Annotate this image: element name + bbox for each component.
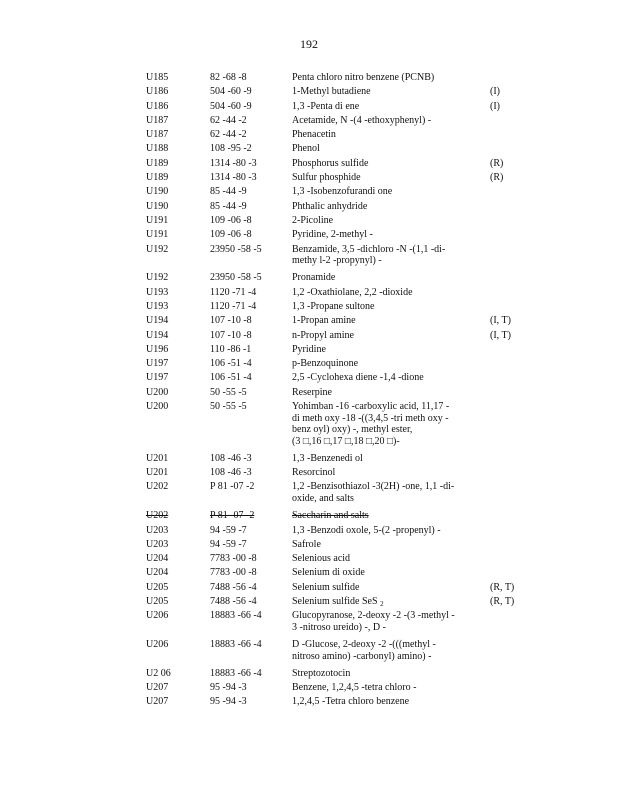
cas-number: 106 -51 -4 xyxy=(210,358,252,370)
waste-code: U207 xyxy=(146,696,169,708)
table-row xyxy=(0,272,618,286)
table-row xyxy=(0,525,618,539)
substance-name xyxy=(292,344,484,356)
substance-name xyxy=(292,610,484,633)
substance-name xyxy=(292,553,484,565)
substance-name xyxy=(292,129,484,141)
substance-name-line: oxide, and salts xyxy=(292,492,354,504)
substance-name xyxy=(292,510,484,522)
substance-name xyxy=(292,101,484,113)
cas-number: 108 -46 -3 xyxy=(210,452,252,464)
table-row xyxy=(0,358,618,372)
cas-number: 110 -86 -1 xyxy=(210,343,252,355)
table-row xyxy=(0,510,618,524)
waste-code: U193 xyxy=(146,286,169,298)
hazard-code: (R, T) xyxy=(490,596,515,607)
substance-name xyxy=(292,215,484,227)
cas-number: 1120 -71 -4 xyxy=(210,286,257,298)
table-row xyxy=(0,72,618,86)
substance-name-line: Selenium di oxide xyxy=(292,567,365,579)
substance-name-line: Safrole xyxy=(292,538,321,550)
table-row xyxy=(0,229,618,243)
substance-name xyxy=(292,301,484,313)
cas-number: 95 -94 -3 xyxy=(210,682,247,694)
substance-name xyxy=(292,315,484,327)
substance-name-line: Reserpine xyxy=(292,386,332,398)
table-row xyxy=(0,567,618,581)
substance-name xyxy=(292,244,484,267)
waste-code: U197 xyxy=(146,358,169,370)
substance-name-line: Saccharin and salts xyxy=(292,510,369,522)
table-row xyxy=(0,401,618,453)
substance-name-line: benz oyl) oxy) -, methyl ester, xyxy=(292,424,413,436)
substance-name xyxy=(292,115,484,127)
waste-code: U189 xyxy=(146,157,169,169)
waste-code: U203 xyxy=(146,538,169,550)
waste-code: U190 xyxy=(146,186,169,198)
substance-name xyxy=(292,86,484,98)
cas-number: 7783 -00 -8 xyxy=(210,567,257,579)
table-row xyxy=(0,186,618,200)
waste-code: U192 xyxy=(146,243,169,255)
substance-name-line: Pyridine, 2-methyl - xyxy=(292,229,373,241)
cas-number: 18883 -66 -4 xyxy=(210,639,262,651)
table-row xyxy=(0,287,618,301)
substance-name-line: n-Propyl amine xyxy=(292,329,354,341)
cas-number: 7488 -56 -4 xyxy=(210,596,257,607)
table-row xyxy=(0,696,618,710)
substance-name-line: Selenious acid xyxy=(292,553,351,565)
cas-number: 7783 -00 -8 xyxy=(210,553,257,565)
waste-code: U185 xyxy=(146,72,169,83)
substance-name xyxy=(292,401,484,447)
substance-name-line: Sulfur phosphide xyxy=(292,172,361,184)
waste-code: U187 xyxy=(146,114,169,126)
waste-code: U202 xyxy=(146,481,169,493)
substance-name xyxy=(292,539,484,551)
substance-name xyxy=(292,467,484,479)
substance-name-line: (3 □,16 □,17 □,18 □,20 □)- xyxy=(292,435,400,447)
waste-code: U206 xyxy=(146,639,169,651)
substance-name xyxy=(292,696,484,708)
substance-name-line: Yohimban -16 -carboxylic acid, 11,17 - xyxy=(292,401,450,413)
cas-number: P 81 -07 -2 xyxy=(210,481,255,493)
waste-code: U193 xyxy=(146,300,169,312)
substance-name xyxy=(292,668,484,680)
waste-code: U192 xyxy=(146,272,169,284)
substance-name-line: 1-Propan amine xyxy=(292,315,356,327)
hazard-code: (R) xyxy=(490,157,504,169)
substance-name xyxy=(292,158,484,170)
substance-name-line: Pronamide xyxy=(292,272,336,284)
substance-name-line: 1,3 -Benzodi oxole, 5-(2 -propenyl) - xyxy=(292,524,441,536)
substance-name-line: 1,2 -Benzisothiazol -3(2H) -one, 1,1 -di- xyxy=(292,481,455,493)
waste-code: U200 xyxy=(146,386,169,398)
substance-name-line: di meth oxy -18 -((3,4,5 -tri meth oxy - xyxy=(292,412,449,424)
substance-name-line: 2-Picoline xyxy=(292,214,334,226)
table-row xyxy=(0,129,618,143)
substance-name-line: Acetamide, N -(4 -ethoxyphenyl) - xyxy=(292,114,432,126)
waste-code: U186 xyxy=(146,86,169,98)
table-row xyxy=(0,553,618,567)
substance-name xyxy=(292,567,484,579)
cas-number: 108 -46 -3 xyxy=(210,467,252,479)
substance-name-line: Glucopyranose, 2-deoxy -2 -(3 -methyl - xyxy=(292,610,455,622)
waste-code: U204 xyxy=(146,567,169,579)
substance-name xyxy=(292,272,484,284)
cas-number: 85 -44 -9 xyxy=(210,200,247,212)
waste-code: U189 xyxy=(146,172,169,184)
substance-name xyxy=(292,143,484,155)
table-row xyxy=(0,244,618,273)
substance-name-line: Streptozotocin xyxy=(292,667,351,679)
table-row xyxy=(0,481,618,510)
table-row xyxy=(0,86,618,100)
substance-name-line: p-Benzoquinone xyxy=(292,358,359,370)
cas-number: 109 -06 -8 xyxy=(210,229,252,241)
cas-number: 85 -44 -9 xyxy=(210,186,247,198)
substance-name xyxy=(292,201,484,213)
substance-name xyxy=(292,172,484,184)
waste-code: U191 xyxy=(146,229,169,241)
cas-number: 23950 -58 -5 xyxy=(210,272,262,284)
cas-number: 95 -94 -3 xyxy=(210,696,247,708)
cas-number: 107 -10 -8 xyxy=(210,329,252,341)
waste-code: U207 xyxy=(146,682,169,694)
waste-code: U204 xyxy=(146,553,169,565)
cas-number: 1314 -80 -3 xyxy=(210,157,257,169)
substance-name-line: 1,3 -Penta di ene xyxy=(292,100,360,112)
substance-name xyxy=(292,639,484,662)
substance-name xyxy=(292,186,484,198)
waste-code: U187 xyxy=(146,129,169,141)
table-row xyxy=(0,344,618,358)
substance-name xyxy=(292,682,484,694)
substance-name-line: D -Glucose, 2-deoxy -2 -(((methyl - xyxy=(292,639,436,651)
table-row xyxy=(0,639,618,668)
hazard-code: (I, T) xyxy=(490,329,511,341)
hazard-code: (R) xyxy=(490,172,504,184)
substance-name-line: 2,5 -Cyclohexa diene -1,4 -dione xyxy=(292,372,424,384)
table-row xyxy=(0,467,618,481)
table-row xyxy=(0,387,618,401)
substance-name-line: Phenol xyxy=(292,143,320,155)
page-number: 192 xyxy=(300,37,318,51)
cas-number: 1120 -71 -4 xyxy=(210,300,257,312)
substance-name xyxy=(292,330,484,342)
cas-number: 109 -06 -8 xyxy=(210,214,252,226)
substance-name-line: methy l-2 -propynyl) - xyxy=(292,255,382,267)
cas-number: 106 -51 -4 xyxy=(210,372,252,384)
substance-name xyxy=(292,372,484,384)
cas-number: 82 -68 -8 xyxy=(210,72,247,83)
hazard-code: (I) xyxy=(490,100,500,112)
substance-name xyxy=(292,358,484,370)
waste-code: U201 xyxy=(146,467,169,479)
cas-number: 504 -60 -9 xyxy=(210,100,252,112)
waste-code: U197 xyxy=(146,372,169,384)
substance-name xyxy=(292,229,484,241)
substance-name-line: Penta chloro nitro benzene (PCNB) xyxy=(292,72,435,83)
waste-code: U2 06 xyxy=(146,667,171,679)
table-row xyxy=(0,301,618,315)
table-row xyxy=(0,330,618,344)
waste-code: U206 xyxy=(146,610,169,622)
substance-name-line: Benzamide, 3,5 -dichloro -N -(1,1 -di- xyxy=(292,243,446,255)
waste-code: U188 xyxy=(146,143,169,155)
waste-code: U186 xyxy=(146,100,169,112)
table-row xyxy=(0,172,618,186)
substance-name xyxy=(292,287,484,299)
substance-name-line: Phosphorus sulfide xyxy=(292,157,369,169)
waste-code: U203 xyxy=(146,524,169,536)
cas-number: 107 -10 -8 xyxy=(210,315,252,327)
substance-name-line: Phthalic anhydride xyxy=(292,200,368,212)
waste-code: U194 xyxy=(146,315,169,327)
table-row xyxy=(0,143,618,157)
cas-number: 94 -59 -7 xyxy=(210,538,247,550)
cas-number: 18883 -66 -4 xyxy=(210,610,262,622)
substance-name-line: Phenacetin xyxy=(292,129,336,141)
waste-code: U201 xyxy=(146,452,169,464)
substance-name-line: Pyridine xyxy=(292,343,326,355)
cas-number: 62 -44 -2 xyxy=(210,114,247,126)
table-row xyxy=(0,158,618,172)
substance-name-line: 1,3 -Benzenedi ol xyxy=(292,452,363,464)
substance-name-line: nitroso amino) -carbonyl) amino) - xyxy=(292,650,432,662)
table-row xyxy=(0,610,618,639)
waste-code: U191 xyxy=(146,214,169,226)
cas-number: 50 -55 -5 xyxy=(210,386,247,398)
table-row xyxy=(0,539,618,553)
substance-name xyxy=(292,596,484,611)
cas-number: 108 -95 -2 xyxy=(210,143,252,155)
cas-number: 1314 -80 -3 xyxy=(210,172,257,184)
table-row xyxy=(0,201,618,215)
substance-name xyxy=(292,582,484,594)
table-row xyxy=(0,115,618,129)
substance-name-line: Selenium sulfide SeS $_2$ xyxy=(292,596,384,608)
waste-code: U194 xyxy=(146,329,169,341)
waste-code-table xyxy=(0,72,618,711)
cas-number: 504 -60 -9 xyxy=(210,86,252,98)
substance-name-line: 1-Methyl butadiene xyxy=(292,86,371,98)
substance-name-line: 3 -nitroso ureido) -, D - xyxy=(292,621,386,633)
cas-number: P 81 -07 -2 xyxy=(210,510,255,522)
table-row xyxy=(0,101,618,115)
substance-name xyxy=(292,481,484,504)
cas-number: 62 -44 -2 xyxy=(210,129,247,141)
formula-subscript: 2 xyxy=(380,600,384,608)
table-row xyxy=(0,315,618,329)
table-row xyxy=(0,682,618,696)
cas-number: 94 -59 -7 xyxy=(210,524,247,536)
substance-name-line: Resorcinol xyxy=(292,467,336,479)
table-row xyxy=(0,372,618,386)
waste-code: U202 xyxy=(146,510,169,522)
cas-number: 18883 -66 -4 xyxy=(210,667,262,679)
waste-code: U196 xyxy=(146,343,169,355)
substance-name-line: 1,3 -Isobenzofurandi one xyxy=(292,186,393,198)
table-row xyxy=(0,582,618,596)
table-row xyxy=(0,215,618,229)
substance-name xyxy=(292,72,484,84)
hazard-code: (I, T) xyxy=(490,315,511,327)
substance-name-line: 1,3 -Propane sultone xyxy=(292,300,375,312)
substance-name xyxy=(292,387,484,399)
waste-code: U190 xyxy=(146,200,169,212)
table-row xyxy=(0,596,618,610)
substance-name-line: Benzene, 1,2,4,5 -tetra chloro - xyxy=(292,682,417,694)
hazard-code: (I) xyxy=(490,86,500,98)
table-row xyxy=(0,668,618,682)
substance-name-line: 1,2 -Oxathiolane, 2,2 -dioxide xyxy=(292,286,413,298)
table-row xyxy=(0,453,618,467)
cas-number: 50 -55 -5 xyxy=(210,401,247,413)
substance-name-line: 1,2,4,5 -Tetra chloro benzene xyxy=(292,696,410,708)
hazard-code: (R, T) xyxy=(490,581,515,593)
cas-number: 23950 -58 -5 xyxy=(210,243,262,255)
waste-code: U200 xyxy=(146,401,169,413)
waste-code: U205 xyxy=(146,581,169,593)
substance-name xyxy=(292,525,484,537)
substance-name xyxy=(292,453,484,465)
cas-number: 7488 -56 -4 xyxy=(210,581,257,593)
waste-code: U205 xyxy=(146,596,169,607)
substance-name-line: Selenium sulfide xyxy=(292,581,360,593)
